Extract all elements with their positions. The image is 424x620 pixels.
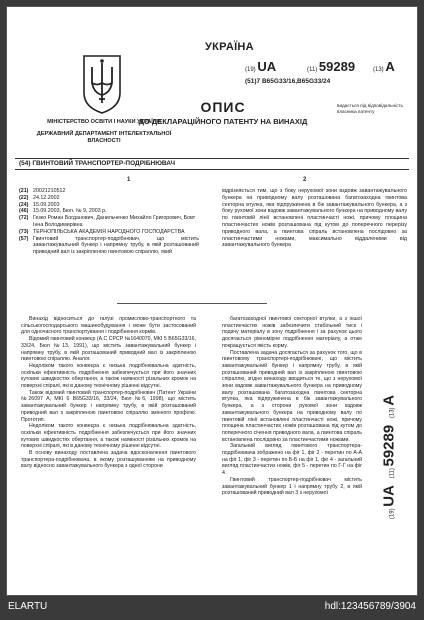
responsibility-note: видається під відповідальність власника патенту <box>337 103 403 114</box>
document-subtitle: ДО ДЕКЛАРАЦІЙНОГО ПАТЕНТУ НА ВИНАХІД <box>138 117 308 126</box>
claim-continuation: відрізняється тим, що з боку нерухомої зони вздовж завантажувального бункера на приводному валу розташована багатозаходна гвинтова секторна втулка, яка підпружинена в бік завантажувального бункера, а з боку рухомої зони вздовж завантажувального бункера на приводному валу по гвинтовій лінії встановлені пластинчасті ножі, причому площина пластинчастих ножів розташована під кутом до поперечного перерізу приводного вала, а гвинтова спіраль встановлена послідовно за пластинчастими ножами, максимально віддаленими від завантажувального бункера <box>222 188 407 249</box>
country-code: UA <box>257 59 277 74</box>
inid-11: (11) <box>307 67 318 73</box>
side-patent-number-value: 59289 <box>380 424 398 467</box>
side-kind-code: A <box>380 394 398 406</box>
department-name: ДЕРЖАВНИЙ ДЕПАРТАМЕНТ ІНТЕЛЕКТУАЛЬНОЇ ВЛАСНОСТІ <box>36 131 172 144</box>
paragraph: Поставлена задача досягається за рахунок того, що в гвинтовому транспортері-подрібнювачі, що містить завантажувальний бункер і напрямну трубу, в якій розташований приводний вал із закріпленою гвинтовою спіраллю, згідно винаходу вводиться те, що з нерухомої зони вздовж завантажувального бункера на приводному валу розташована багатозаходна гвинтова секторна втулка, яка підпружинена в бік завантажувального бункера, а з сторони рухомої зони вздовж завантажувального бункера на приводному валу по гвинтовій лінії встановлені пластинчасті ножі, причому площина пластинчастих ножів розташована під кутом до поперечного січення приводного вала, а гвинтова спіраль встановлена послідовно за пластинчастими ножами. <box>222 349 362 443</box>
kind-code: A <box>385 59 395 74</box>
divider <box>15 169 409 170</box>
paragraph: Відомий гвинтовий конвеєр (А.С СРСР №1640070, МКІ 5 B65G33/16, 33/24, Бюл №13, 1991), що містить завантажувальний бункер і напрямну трубу, в якій розташований приводний вал із закріпленою гвинтовою спіраллю. Аналог. <box>21 336 196 363</box>
handle-id: hdl:123456789/3904 <box>324 601 416 612</box>
side-patent-number: (19) UA (11) 59289 (13) A <box>380 394 398 520</box>
inid-19: (19) <box>245 67 256 73</box>
document-title: ОПИС <box>200 99 246 115</box>
kind-code-block <box>373 59 395 74</box>
coat-of-arms-icon <box>81 53 123 115</box>
ministry-name: МІНІСТЕРСТВО ОСВІТИ І НАУКИ УКРАЇНИ <box>47 119 161 125</box>
paragraph: Недоліком такого конвеєра є низька подрібнювальна здатність, оскільки ефективність подрібнення забезпечується при його значних кутових швидкостях обертання, а також наявності різальних кромок на поверхні спіралі, які в даному технічному рішенні відсутні. <box>21 362 196 390</box>
biblio-row: (73) ТЕРНОПІЛЬСЬКА АКАДЕМІЯ НАРОДНОГО ГОСПОДАРСТВА <box>19 228 185 235</box>
paragraph: багатозаходної гвинтової секторної втулки, а з іншої пластинчастих ножів забезпечити стабільний тиск і подачу матеріалу в зону подрібнення і за рахунок цього досягається рівномірне подрібнення матеріалу, а отже покращується якість корму. <box>222 316 362 349</box>
country-name: УКРАЇНА <box>205 41 254 53</box>
biblio-row: (72) Гезко Роман Богданович, Данильченко Михайло Григорович, Бовт Інна Володимирівна <box>19 215 196 228</box>
paragraph: Загальний вигляд гвинтового транспортера-подрібнювача зображено на фіг 1, фіг 2 - перетин по А-А на фіг 1, фіг 3 - перетин по Б-Б на фіг 1, фіг 4 - загальний вигляд пластинчастих ножів, фіг 5 - перетин по Г-Г на фіг 4. <box>222 443 362 477</box>
paragraph: В основу винаходу поставлена задача вдосконалення гвинтового транспортера-подрібнювача, в якому розташуванням на приводному валу відносно завантажувального бункера з одної сторони <box>21 450 196 470</box>
biblio-row: (46) 15.09.2003, Бюл. № 9, 2003 р. <box>19 208 107 215</box>
patent-number: 59289 <box>318 59 356 74</box>
divider <box>117 303 267 304</box>
biblio-row: (21) 20021210512 <box>19 188 66 194</box>
inid-13: (13) <box>373 67 384 73</box>
biblio-row: (24) 15.09.2003 <box>19 201 60 208</box>
biblio-row: (22) 24.12.2002 <box>19 194 60 201</box>
repository-name: ELARTU <box>8 601 48 612</box>
biblio-row: (57) Гвинтовий транспортер-подрібнювач, що містить завантажувальний бункер і напрямну трубу, в якій розташований приводний вал із закріпленою гвинтовою спіраллю, який <box>19 235 199 256</box>
paragraph: Винахід відноситься до галузі промислово-транспортного та сільськогосподарського машинобудування і може бути застосований для одночасного транспортування і подрібнення кормів. <box>21 316 196 336</box>
ipc-classification: (51)7 B65G33/16,B65G33/24 <box>245 78 331 85</box>
paragraph: Недоліком такого конвеєра є низька подрібнювальна здатність, оскільки ефективність подрібнення забезпечується при його значних кутових швидкостях обертання, а також наявності різальних кромок на поверхні спіралі, які в даному технічному рішенні відсутні. <box>21 423 196 450</box>
patent-number-block <box>307 59 355 74</box>
country-code-block <box>245 59 276 74</box>
column-number-left: 1 <box>127 177 131 183</box>
description-right-column <box>222 316 362 497</box>
column-number-right: 2 <box>303 177 307 183</box>
divider <box>15 158 409 159</box>
invention-title: (54) ГВИНТОВИЙ ТРАНСПОРТЕР-ПОДРІБНЮВАЧ <box>19 160 176 167</box>
paragraph: Також відомий гвинтовий транспортер-подрібнювач (Патент України №26097 А, МКІ 6 B65G33/16, 33/24, Бюл №6, 1998), що містить завантажувальний бункер і напрямну трубу, в якій розташований приводний вал з закріпленою гвинтовою спіраллю змінного профілю. Прототип. <box>21 389 196 423</box>
paragraph: Гвинтовий транспортер-подрібнювач містить завантажувальний бункер 1 і напрямну трубу 2, в якій розташований приводний вал 3 з нерухомої <box>222 476 362 497</box>
description-left-column <box>21 316 196 470</box>
side-country-code: UA <box>380 485 398 507</box>
bibliographic-data <box>19 188 199 256</box>
patent-page <box>6 6 418 596</box>
